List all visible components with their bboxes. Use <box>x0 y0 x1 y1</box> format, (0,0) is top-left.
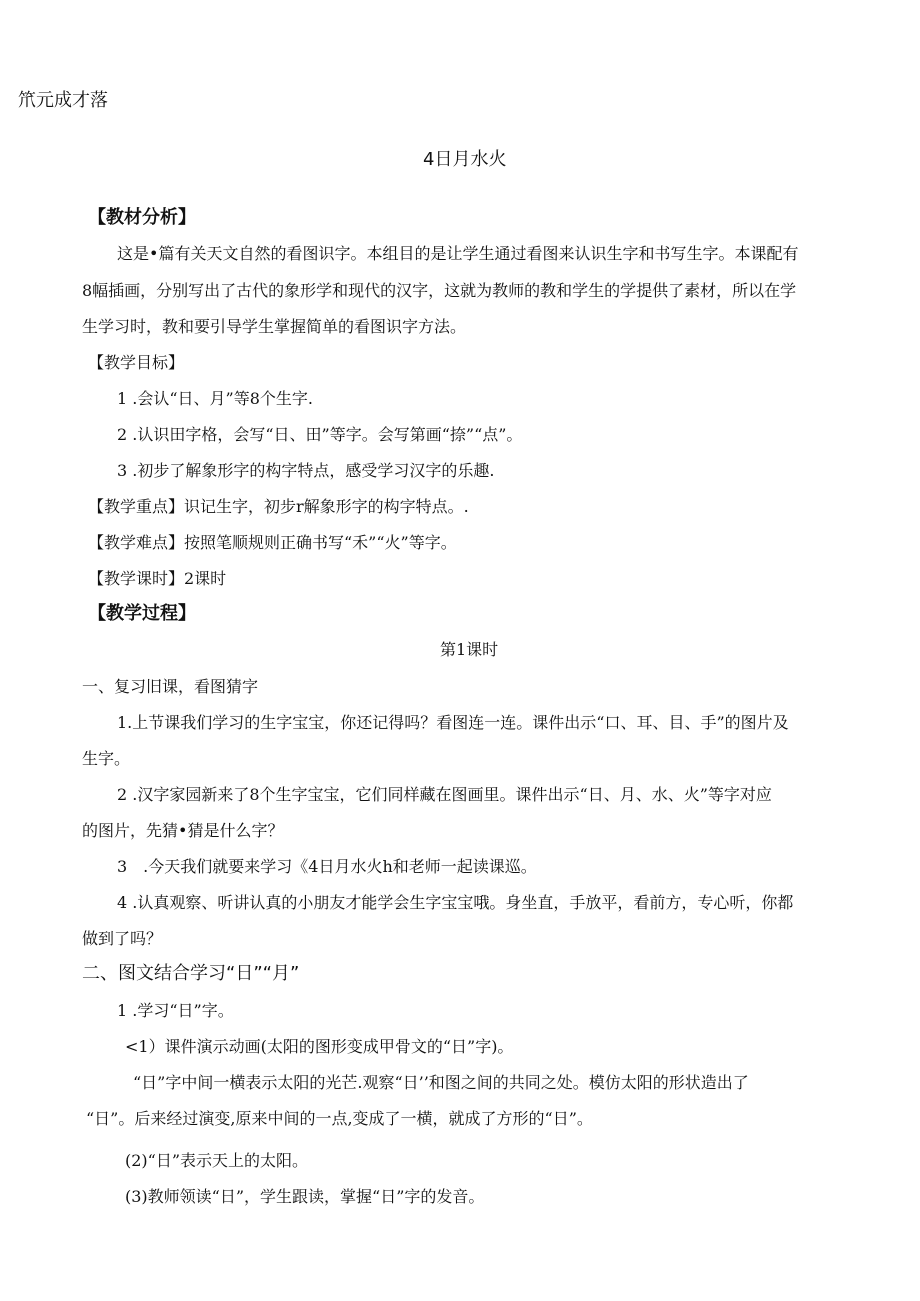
difficulties: 【教学难点】按照笔顺规则正确书写“禾”“火”等字。 <box>88 533 457 552</box>
hours: 【教学课时】2课时 <box>88 569 227 588</box>
lesson-label: 第1课时 <box>440 640 499 659</box>
part1-item: 4 .认真观察、听讲认真的小朋友才能学会生字宝宝哦。身坐直，手放平，看前方，专心听，你都 <box>117 893 794 912</box>
part2-item: 1 .学习“日”字。 <box>117 1001 234 1020</box>
part1-item: 2 .汉字家园新来了8个生字宝宝，它们同样藏在图画里。课件出示“日、月、水、火”等字对应 <box>117 785 772 804</box>
analysis-line-2: 8幅插画，分别写出了古代的象形学和现代的汉字，这就为教师的教和学生的学提供了素材，所以在学 <box>82 281 797 300</box>
key-points: 【教学重点】识记生字，初步r解象形字的构字特点。. <box>88 497 469 516</box>
part2-item: (2)“日”表示天上的太阳。 <box>125 1151 309 1170</box>
goals-heading: 【教学目标】 <box>88 353 185 372</box>
part1-item: 1.上节课我们学习的生字宝宝，你还记得吗？看图连一连。课件出示“口、耳、目、手”的图片及 <box>117 713 789 732</box>
part1-item: 的图片，先猜•猜是什么字？ <box>82 821 284 840</box>
part2-item: <1）课件演示动画(太阳的图形变成甲骨文的“日”字)。 <box>125 1037 514 1056</box>
part2-heading: 二、图文结合学习“日”“月” <box>82 963 300 984</box>
part2-item: “日”字中间一横表示太阳的光芒.观察“日’’和图之间的共同之处。模仿太阳的形状造出了 <box>133 1073 749 1092</box>
analysis-line-3: 生学习时，教和要引导学生掌握简单的看图识字方法。 <box>82 317 467 336</box>
header-text: 笊元成才落 <box>18 90 108 111</box>
analysis-heading: 【教材分析】 <box>88 207 196 228</box>
goal-item-2: 2 .认识田字格，会写“日、田”等字。会写第画“捺”“点”。 <box>117 425 523 444</box>
page-title: 4日月水火 <box>423 149 507 170</box>
part1-item: 生字。 <box>82 749 131 768</box>
part1-item: 3 .今天我们就要来学习《4日月水火h和老师一起读课巡。 <box>117 857 537 876</box>
part2-item: (3)教师领读“日”，学生跟读，掌握“日”字的发音。 <box>125 1187 485 1206</box>
goal-item-3: 3 .初步了解象形字的构字特点，感受学习汉字的乐趣. <box>117 461 495 480</box>
analysis-line-1: 这是•篇有关天文自然的看图识字。本组目的是让学生通过看图来认识生字和书写生字。本课配有 <box>117 244 799 263</box>
part1-item: 做到了吗？ <box>82 929 163 948</box>
part1-heading: 一、复习旧课，看图猜字 <box>82 677 259 696</box>
part2-item: “日”。后来经过演变,原来中间的一点,变成了一横，就成了方形的“日”。 <box>86 1109 593 1128</box>
goal-item-1: 1 .会认“日、月”等8个生字. <box>117 389 313 408</box>
process-heading: 【教学过程】 <box>88 603 196 624</box>
